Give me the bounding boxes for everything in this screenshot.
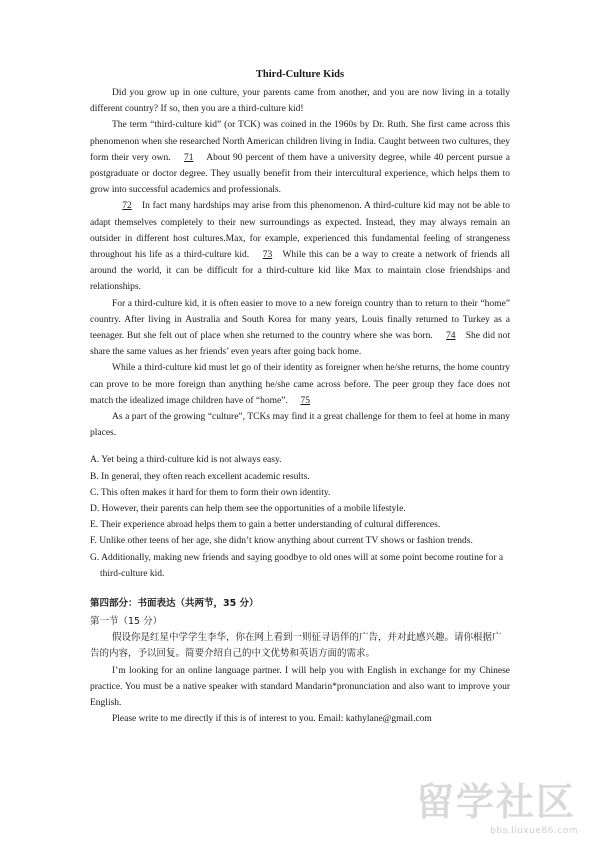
passage-title: Third-Culture Kids: [255, 69, 345, 80]
blank-73: 73: [262, 250, 273, 261]
ad-paragraph-2: Please write to me directly if this is of interest to you. Email: kathylane@gmail.com: [112, 714, 432, 725]
paragraph-1: Did you grow up in one culture, your parents came from another, and you are now living in a totally different country? If so, then you are a third-culture kid!: [90, 88, 510, 115]
paragraph-3-text-b: While this can be a way to create a network of friends all around the world, it can be difficult for a third-culture kid like Max to maintain close friendships and relationships.: [90, 250, 511, 293]
option-a: A. Yet being a third-culture kid is not always easy.: [90, 455, 282, 466]
options-list: [90, 452, 510, 582]
blank-71: 71: [183, 152, 194, 163]
watermark-url: bbs.liuxue86.com: [490, 826, 578, 836]
option-g: G. Additionally, making new friends and saying goodbye to old ones will at some point become routine for a third-culture kid.: [90, 552, 504, 579]
blank-72: 72: [122, 201, 132, 212]
exam-page: [90, 68, 510, 727]
subsection-heading: 第一节（15 分）: [90, 616, 163, 628]
option-c: C. This often makes it hard for them to form their own identity.: [90, 487, 331, 498]
option-d: D. However, their parents can help them see the opportunities of a mobile lifestyle.: [90, 504, 406, 515]
option-e: E. Their experience abroad helps them to gain a better understanding of cultural differences.: [90, 520, 441, 531]
paragraph-2-text-a: The term “third-culture kid” (or TCK) was coined in the 1960s by Dr. Ruth. She first came across this phenomenon when she researched North American children living in India. Caught between two cultures, they form their very own.: [90, 120, 510, 163]
option-b: B. In general, they often reach excellent academic results.: [90, 471, 310, 482]
paragraph-3: [90, 198, 510, 295]
blank-74: 74: [445, 331, 456, 342]
ad-paragraph-1: I’m looking for an online language partner. I will help you with English in exchange for my Chinese practice. You must be a native speaker with standard Mandarin*pronunciation and also want to improve your English.: [90, 665, 510, 708]
section-heading: 第四部分：书面表达（共两节，35 分）: [90, 598, 259, 610]
paragraph-2-text-b: About 90 percent of them have a university degree, while 40 percent pursue a postgraduate or doctor degree. They usually benefit from their intercultural experience, which helps them to grow into successful academics and professionals.: [90, 152, 510, 196]
paragraph-2: [90, 117, 510, 198]
paragraph-6: As a part of the growing “culture”, TCKs may find it a great challenge for them to feel at home in many places.: [90, 412, 510, 439]
chinese-prompt: 假设你是红星中学学生李华，你在网上看到一则征寻语伴的广告，并对此感兴趣。请你根据广告的内容，予以回复。简要介绍自己的中文优势和英语方面的需求。: [90, 632, 502, 660]
option-f: F. Unlike other teens of her age, she didn’t know anything about current TV shows or fashion trends.: [90, 536, 473, 547]
watermark-logo: 留学社区: [415, 780, 576, 824]
blank-75: 75: [300, 395, 310, 406]
paragraph-4: [90, 296, 510, 361]
paragraph-3-text-a: In fact many hardships may arise from this phenomenon. A third-culture kid may not be able to adapt themselves completely to their new surroundings as expected. Instead, they may always remain an outsider in different host cultures.Max, for example, experienced this fundamental feeling of strangeness throughout his life as a third-culture kid.: [90, 201, 510, 261]
paragraph-5-text: While a third-culture kid must let go of their identity as foreigner when he/she returns, the home country can prove to be more foreign than anything he/she came across before. The peer group they face does not match the idealized image children have of “home”.: [90, 363, 510, 406]
paragraph-4-text-a: For a third-culture kid, it is often easier to move to a new foreign country than to return to their “home” country. After living in Australia and South Korea for many years, Louis finally returned to Turkey as a teenager. But she felt out of place when she returned to the country where she was born.: [90, 298, 510, 342]
paragraph-4-text-b: She did not share the same values as her friends’ even years after going back home.: [90, 331, 511, 358]
paragraph-5: [90, 360, 510, 409]
